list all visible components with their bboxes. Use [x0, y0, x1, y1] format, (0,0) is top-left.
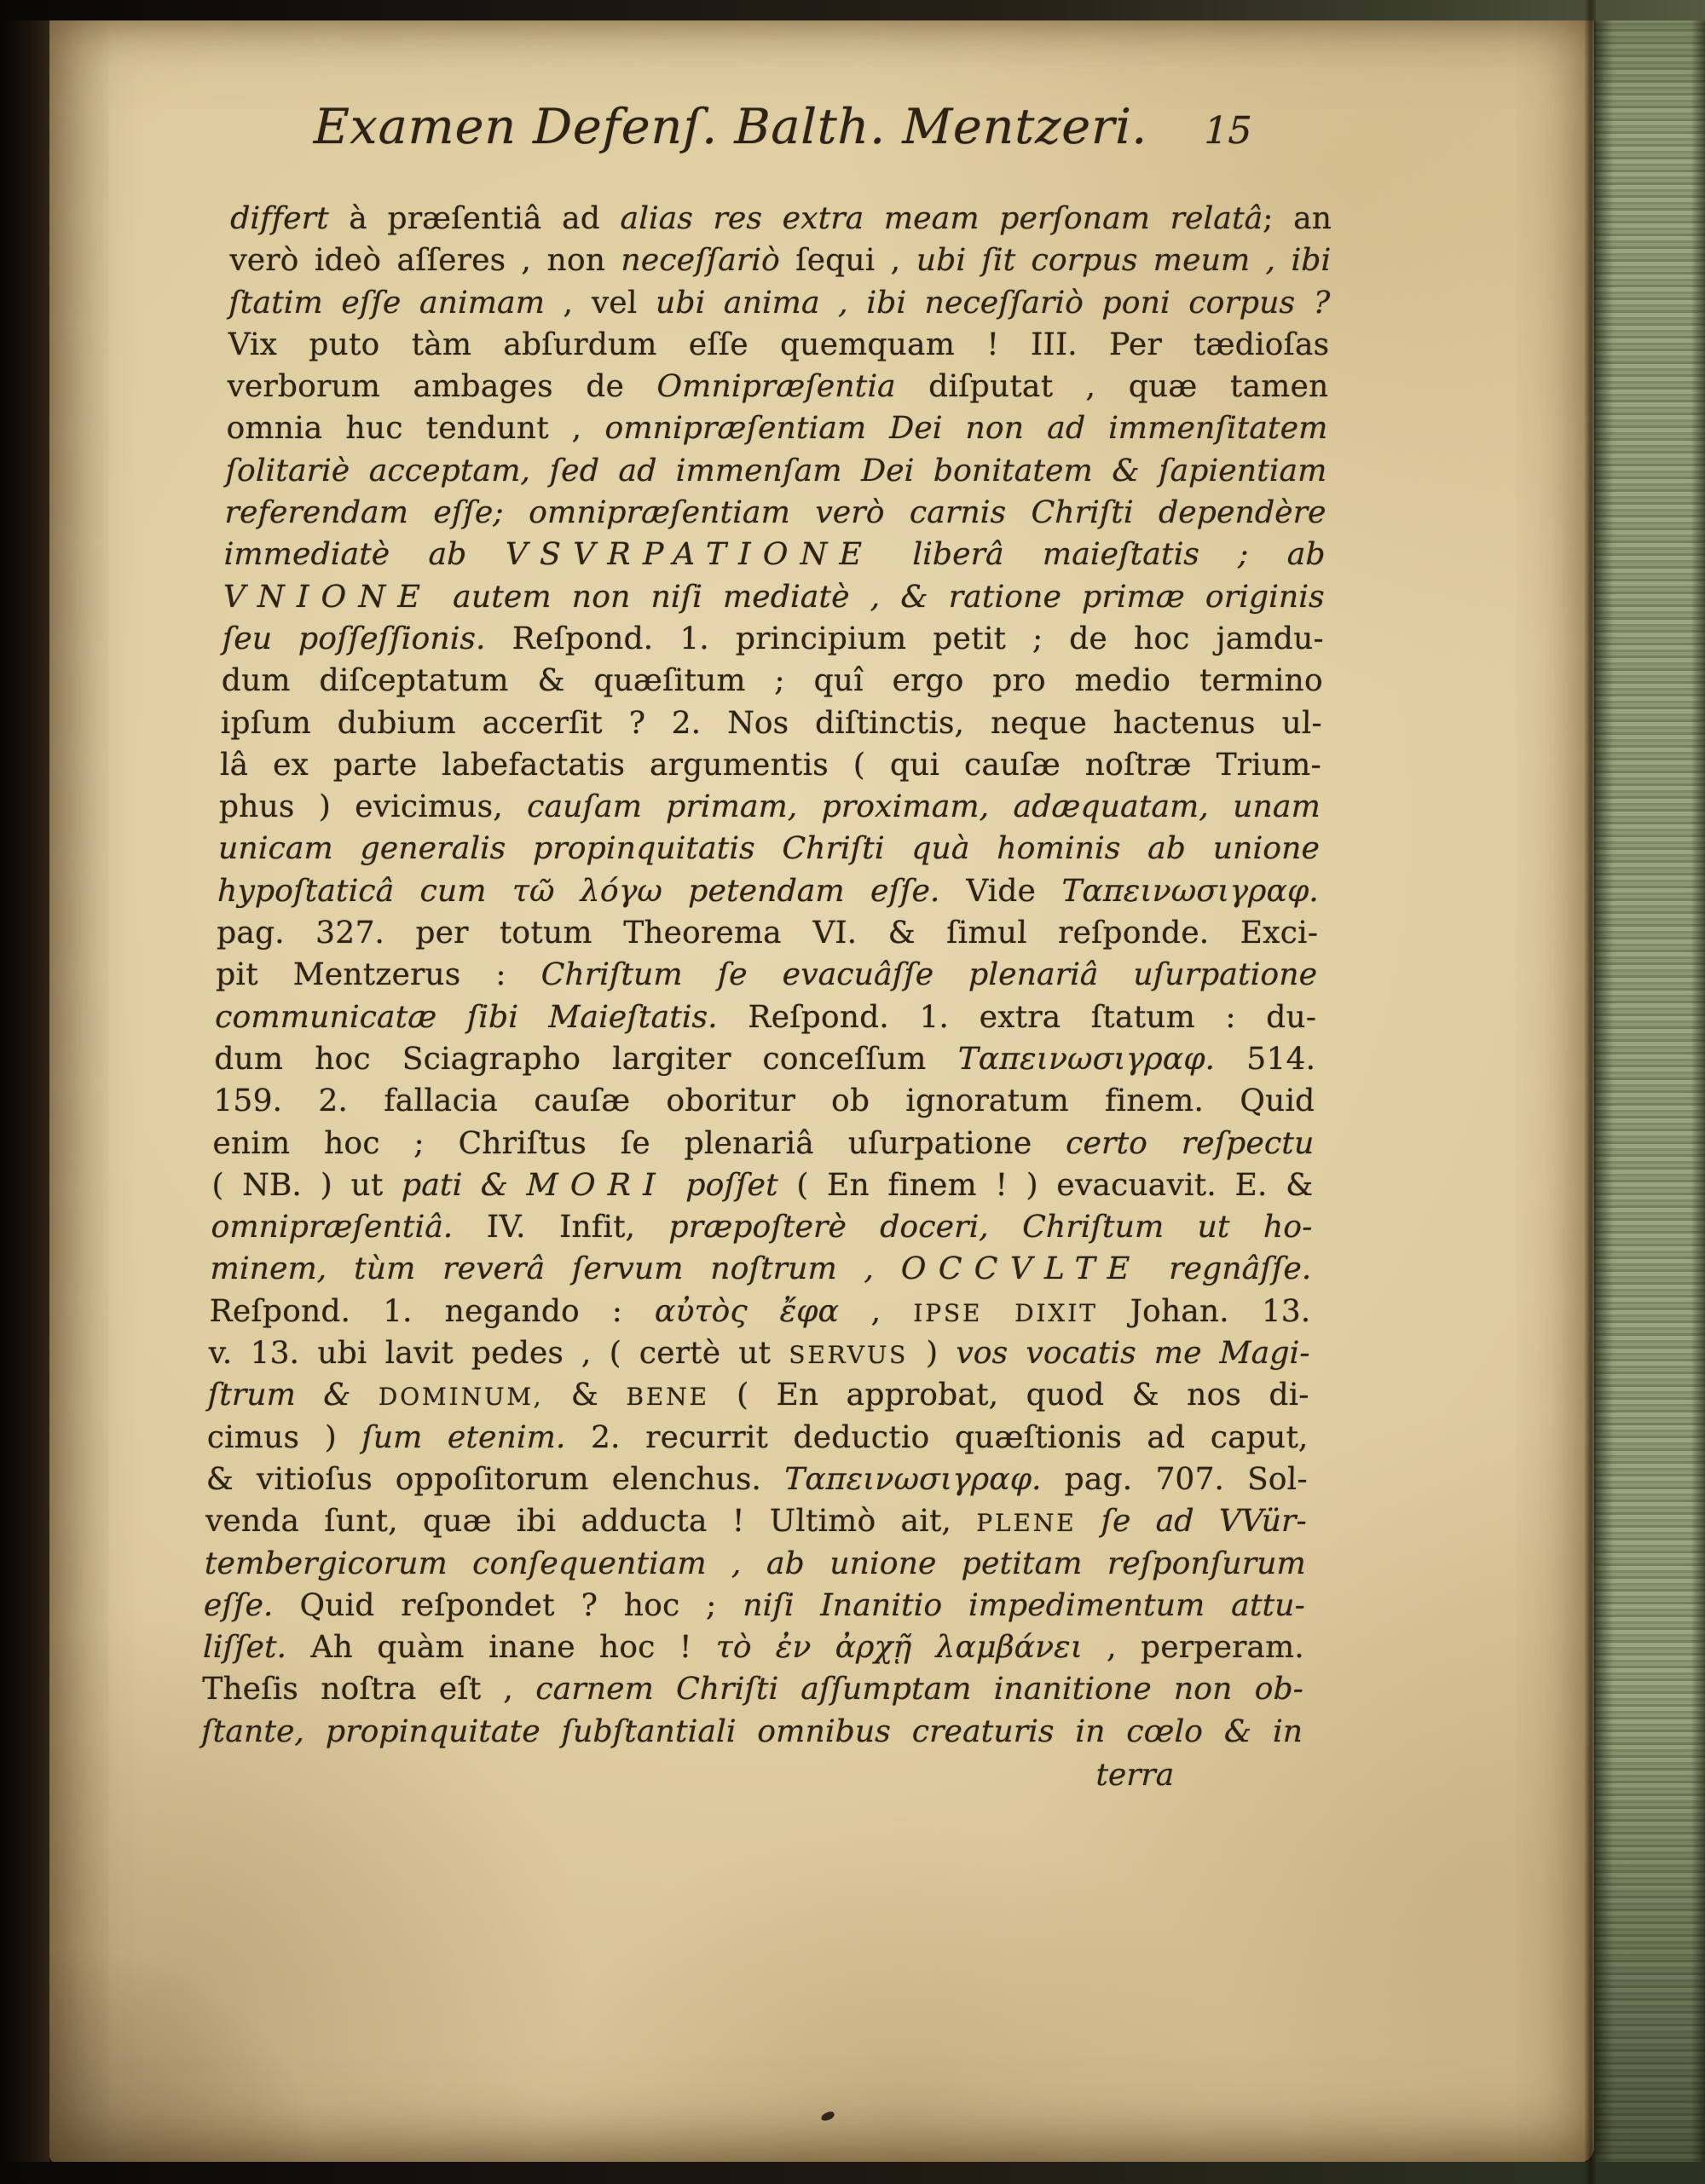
text-line	[207, 1374, 1309, 1416]
text-line	[226, 407, 1328, 449]
text-segment: ſtante, propinquitate ſubſtantiali omnibus creaturis in cœlo & in	[200, 1713, 1303, 1749]
text-line	[202, 1668, 1304, 1710]
text-segment: niſi Inanitio impedimentum attu-	[742, 1587, 1306, 1623]
text-line	[203, 1626, 1305, 1668]
text-line	[205, 1459, 1308, 1500]
text-segment: Vix puto tàm abſurdum eſſe quemquam ! III. Per tædioſas	[228, 326, 1330, 362]
text-segment: SERVUS	[788, 1341, 909, 1370]
text-segment: alias res extra meam perſonam relatâ	[620, 201, 1263, 236]
text-block	[201, 198, 1332, 1753]
text-line	[225, 450, 1327, 492]
text-segment: Omnipræſentia	[656, 369, 897, 405]
text-segment: poſſet	[667, 1167, 779, 1203]
text-segment: verborum ambages de	[227, 369, 657, 405]
text-segment: dum hoc Sciagrapho largiter conceſſum	[213, 1041, 959, 1077]
text-segment: Ταπεινωσιγραφ.	[783, 1461, 1043, 1497]
text-segment: Theſis noſtra eſt ,	[201, 1672, 536, 1707]
text-segment: Reſpond. 1. extra ſtatum : du-	[717, 999, 1317, 1035]
text-segment: MORI	[526, 1167, 668, 1203]
text-segment: eſſe.	[203, 1587, 275, 1623]
text-segment: communicatæ ſibi Maieſtatis.	[214, 999, 719, 1035]
text-segment: omnipræſentiam Dei non ad immenſitatem	[604, 411, 1328, 447]
page-corner-shadow	[49, 1942, 322, 2164]
text-segment: Ah quàm inane hoc !	[286, 1630, 717, 1666]
text-segment: Reſpond. 1. principium petit ; de hoc jamdu-	[485, 621, 1325, 656]
text-segment: VSVRPATIONE	[505, 537, 875, 573]
text-segment: ſeu poſſeſſionis.	[222, 621, 487, 656]
text-segment: omnia huc tendunt ,	[226, 411, 605, 447]
text-segment: v. 13. ubi lavit pedes , ( certè ut	[208, 1336, 789, 1372]
page-number: 15	[1204, 109, 1253, 153]
text-segment: )	[907, 1336, 957, 1372]
text-segment: ipſum dubium accerſit ? 2. Nos diſtinctis, neque hactenus ul-	[220, 705, 1323, 741]
text-segment: petendam eſſe.	[662, 873, 941, 909]
text-segment: minem, tùm reverâ ſervum noſtrum ,	[210, 1251, 902, 1287]
text-segment: Reſpond. 1. negando :	[209, 1293, 656, 1329]
print-area	[200, 97, 1334, 1801]
text-segment: ſtatim eſſe animam	[228, 285, 546, 321]
text-segment: venda ſunt, quæ ibi adducta ! Ultimò ait,	[205, 1504, 977, 1540]
text-segment: ubi anima , ibi neceſſariò poni corpus ?	[655, 285, 1331, 321]
page-header	[232, 97, 1334, 157]
text-segment: & vitioſus oppoſitorum elenchus.	[205, 1461, 785, 1497]
text-segment: pit Mentzerus :	[215, 957, 542, 993]
text-segment: IPSE DIXIT	[913, 1298, 1098, 1327]
text-line	[211, 1206, 1313, 1248]
text-line	[211, 1164, 1314, 1206]
text-segment: Quid reſpondet ? hoc ;	[273, 1587, 743, 1623]
text-segment: IV. Infit,	[453, 1210, 670, 1245]
text-segment: pati &	[401, 1167, 528, 1203]
text-segment: , vel	[544, 285, 656, 321]
text-line	[216, 954, 1318, 996]
text-segment: ( NB. ) ut	[211, 1167, 402, 1203]
text-line	[218, 828, 1321, 870]
text-line	[228, 324, 1330, 366]
book-page	[49, 9, 1594, 2164]
text-segment: ( En approbat, quod & nos di-	[708, 1378, 1310, 1413]
text-segment: ſequi ,	[779, 243, 917, 279]
ink-speck	[820, 2111, 835, 2123]
text-line	[223, 576, 1325, 618]
text-segment: à præſentiâ ad	[328, 201, 621, 236]
text-line	[219, 744, 1321, 786]
text-line	[220, 702, 1322, 744]
text-line	[227, 366, 1329, 407]
text-segment: 2. recurrit deductio quæſtionis ad caput,	[565, 1419, 1309, 1455]
text-segment: 159. 2. fallacia cauſæ oboritur ob ignoratum finem. Quid	[212, 1083, 1315, 1119]
text-segment: tembergicorum conſequentiam , ab unione petitam reſponſurum	[204, 1546, 1307, 1581]
text-segment: τὸ ἐν ἀρχῇ λαμβάνει	[715, 1630, 1084, 1666]
text-line	[217, 870, 1320, 912]
text-segment: Johan. 13.	[1097, 1293, 1312, 1329]
text-segment: præpoſterè doceri, Chriſtum ut ho-	[668, 1210, 1313, 1245]
text-segment: immediatè ab	[223, 537, 506, 573]
text-line	[209, 1291, 1311, 1332]
text-line	[204, 1585, 1306, 1626]
text-line	[222, 618, 1324, 660]
text-segment: Chriſtum ſe evacuâſſe plenariâ uſurpatione	[540, 957, 1318, 993]
text-segment: hypoſtaticâ cum	[217, 873, 513, 909]
text-segment: liſſet.	[202, 1630, 287, 1666]
text-segment: ,	[838, 1293, 914, 1329]
text-line	[201, 1711, 1303, 1753]
text-line	[230, 198, 1332, 240]
text-segment: Ταπεινωσιγραφ.	[1061, 873, 1320, 909]
text-segment: ſtrum &	[207, 1378, 379, 1413]
text-segment: verò ideò aſſeres , non	[228, 243, 621, 279]
text-segment: ſolitariè acceptam, ſed ad immenſam Dei bonitatem & ſapientiam	[225, 453, 1327, 488]
text-segment: cimus )	[206, 1419, 362, 1455]
text-segment: BENE	[626, 1383, 710, 1412]
text-segment: ſe ad VVür-	[1076, 1504, 1308, 1540]
text-segment: omnipræſentiâ.	[211, 1210, 454, 1245]
catchword: terra	[1095, 1757, 1175, 1793]
book-binding-top	[0, 0, 1705, 20]
text-line	[206, 1417, 1309, 1459]
text-segment: ( En finem ! ) evacuavit. E. &	[777, 1167, 1314, 1203]
text-segment: τῶ λόγω	[512, 873, 663, 909]
page-edge-seam	[1584, 0, 1596, 2184]
text-segment: differt	[229, 201, 330, 236]
text-line	[212, 1123, 1315, 1164]
text-segment: , perperam.	[1082, 1630, 1305, 1666]
text-segment: regnâſſe.	[1141, 1251, 1313, 1287]
text-segment: phus ) evicimus,	[218, 789, 528, 825]
text-segment: Ταπεινωσιγραφ.	[957, 1041, 1216, 1077]
text-segment: enim hoc ; Chriſtus ſe plenariâ uſurpatione	[212, 1125, 1066, 1161]
text-line	[217, 912, 1319, 954]
text-line	[208, 1332, 1310, 1374]
text-segment: carnem Chriſti aſſumptam inanitione non ob-	[535, 1672, 1304, 1707]
text-line	[213, 1080, 1315, 1122]
text-segment: autem non niſi mediatè , & ratione primæ originis	[431, 579, 1326, 615]
text-segment: dum diſceptatum & quæſitum ; quî ergo pro medio termino	[221, 663, 1324, 699]
text-segment: pag. 707. Sol-	[1041, 1461, 1309, 1497]
text-line	[223, 534, 1326, 575]
text-segment: Vide	[939, 873, 1062, 909]
text-segment: neceſſariò	[621, 243, 781, 279]
text-segment: referendam eſſe; omnipræſentiam verò carnis Chriſti dependère	[224, 495, 1327, 531]
text-line	[215, 997, 1317, 1038]
text-line	[221, 660, 1323, 702]
text-segment: αὐτὸς ἔφα	[654, 1293, 840, 1329]
text-line	[204, 1543, 1306, 1585]
text-segment: VNIONE	[223, 579, 433, 615]
text-segment: ubi ſit corpus meum , ibi	[916, 243, 1332, 279]
text-segment: 514.	[1215, 1041, 1316, 1077]
text-segment: certo reſpectu	[1065, 1125, 1315, 1161]
book-binding-bottom	[0, 2162, 1705, 2184]
text-segment: ; an	[1262, 201, 1332, 236]
book-fore-edge	[1587, 0, 1705, 2184]
text-line	[224, 492, 1326, 534]
text-segment: ſum etenim.	[361, 1419, 567, 1455]
text-segment: pag. 327. per totum Theorema VI. & ſimul reſponde. Exci-	[216, 916, 1319, 951]
text-segment: liberâ maieſtatis ; ab	[873, 537, 1326, 573]
text-line	[229, 240, 1332, 281]
catchword-row	[200, 1754, 1303, 1801]
running-title: Examen Defenſ. Balth. Mentzeri.	[313, 99, 1149, 155]
text-segment: DOMINUM,	[378, 1383, 544, 1412]
text-segment: unicam generalis propinquitatis Chriſti quà hominis ab unione	[217, 831, 1321, 867]
book-binding-left	[0, 0, 49, 2184]
text-line	[210, 1248, 1312, 1290]
text-segment: vos vocatis me Magi-	[955, 1336, 1311, 1372]
text-segment: cauſam primam, proximam, adæquatam, unam	[526, 789, 1321, 825]
text-segment: OCCVLTE	[900, 1251, 1142, 1287]
text-line	[228, 282, 1331, 324]
text-line	[219, 786, 1321, 828]
text-segment: PLENE	[975, 1509, 1077, 1538]
text-line	[214, 1038, 1316, 1080]
text-segment: diſputat , quæ tamen	[895, 369, 1329, 405]
text-line	[205, 1500, 1307, 1542]
text-segment: lâ ex parte labefactatis argumentis ( qui cauſæ noſtræ Trium-	[219, 747, 1322, 783]
text-segment: &	[543, 1378, 627, 1413]
